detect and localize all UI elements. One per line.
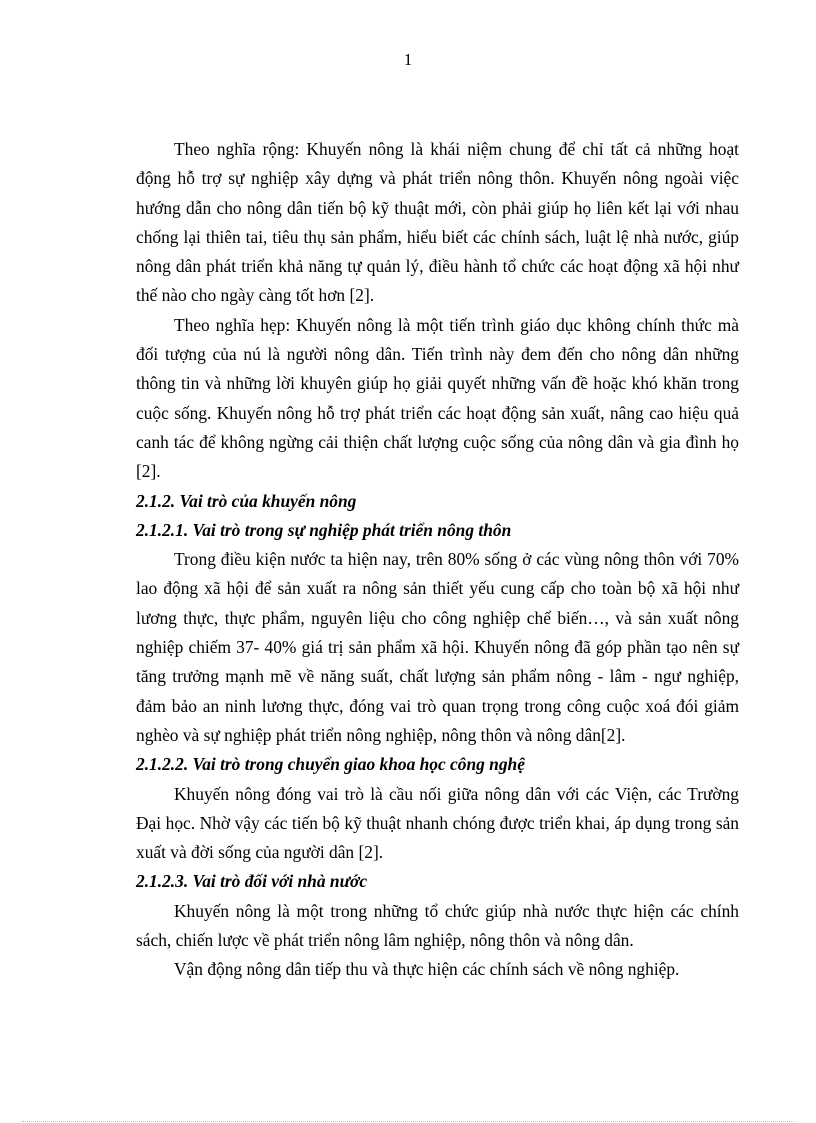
paragraph-state-role: Khuyến nông là một trong những tổ chức giúp nhà nước thực hiện các chính sách, chiến lược về phát triển nông lâm nghiệp, nông thôn và nông dân. bbox=[136, 900, 739, 951]
paragraph-mobilize-farmers: Vận động nông dân tiếp thu và thực hiện các chính sách về nông nghiệp. bbox=[174, 959, 680, 980]
paragraph-rural-development: Trong điều kiện nước ta hiện nay, trên 80% sống ở các vùng nông thôn với 70% lao động xã hội để sản xuất ra nông sản thiết yếu cung cấp cho toàn bộ xã hội như lương thực, thực phẩm, nguyên liệu cho công nghiệp chế biến…, và sản xuất nông nghiệp chiếm 37- 40% giá trị sản phẩm xã hội. Khuyến nông đã góp phần tạo nên sự tăng trưởng mạnh mẽ về năng suất, chất lượng sản phẩm nông - lâm - ngư nghiệp, đảm bảo an ninh lương thực, đóng vai trò quan trọng trong công cuộc xoá đói giảm nghèo và sự nghiệp phát triển nông nghiệp, nông thôn và nông dân[2]. bbox=[136, 549, 739, 745]
section-heading-2-1-2-1: 2.1.2.1. Vai trò trong sự nghiệp phát triển nông thôn bbox=[136, 519, 512, 540]
page-bottom-divider bbox=[22, 1121, 794, 1122]
paragraph-technology-transfer: Khuyến nông đóng vai trò là cầu nối giữa nông dân với các Viện, các Trường Đại học. Nhờ vậy các tiến bộ kỹ thuật nhanh chóng được triển khai, áp dụng trong sản xuất và đời sống của người dân [2]. bbox=[136, 783, 739, 863]
section-heading-2-1-2-2: 2.1.2.2. Vai trò trong chuyển giao khoa học công nghệ bbox=[136, 754, 525, 775]
paragraph-narrow-definition: Theo nghĩa hẹp: Khuyến nông là một tiến trình giáo dục không chính thức mà đối tượng của nú là người nông dân. Tiến trình này đem đến cho nông dân những thông tin và những lời khuyên giúp họ giải quyết những vấn đề hoặc khó khăn trong cuộc sống. Khuyến nông hỗ trợ phát triển các hoạt động sản xuất, nâng cao hiệu quả canh tác để không ngừng cải thiện chất lượng cuộc sống của nông dân và gia đình họ [2]. bbox=[136, 314, 739, 482]
document-body bbox=[136, 135, 739, 985]
page-number: 1 bbox=[403, 50, 413, 69]
section-heading-2-1-2-3: 2.1.2.3. Vai trò đối với nhà nước bbox=[136, 871, 368, 892]
paragraph-broad-definition: Theo nghĩa rộng: Khuyến nông là khái niệm chung để chỉ tất cả những hoạt động hỗ trợ sự nghiệp xây dựng và phát triển nông thôn. Khuyến nông ngoài việc hướng dẫn cho nông dân tiến bộ kỹ thuật mới, còn phải giúp họ liên kết lại với nhau chống lại thiên tai, tiêu thụ sản phẩm, hiểu biết các chính sách, luật lệ nhà nước, giúp nông dân phát triển khả năng tự quản lý, điều hành tổ chức các hoạt động xã hội như thế nào cho ngày càng tốt hơn [2]. bbox=[136, 139, 739, 306]
section-heading-2-1-2: 2.1.2. Vai trò của khuyến nông bbox=[136, 490, 357, 511]
